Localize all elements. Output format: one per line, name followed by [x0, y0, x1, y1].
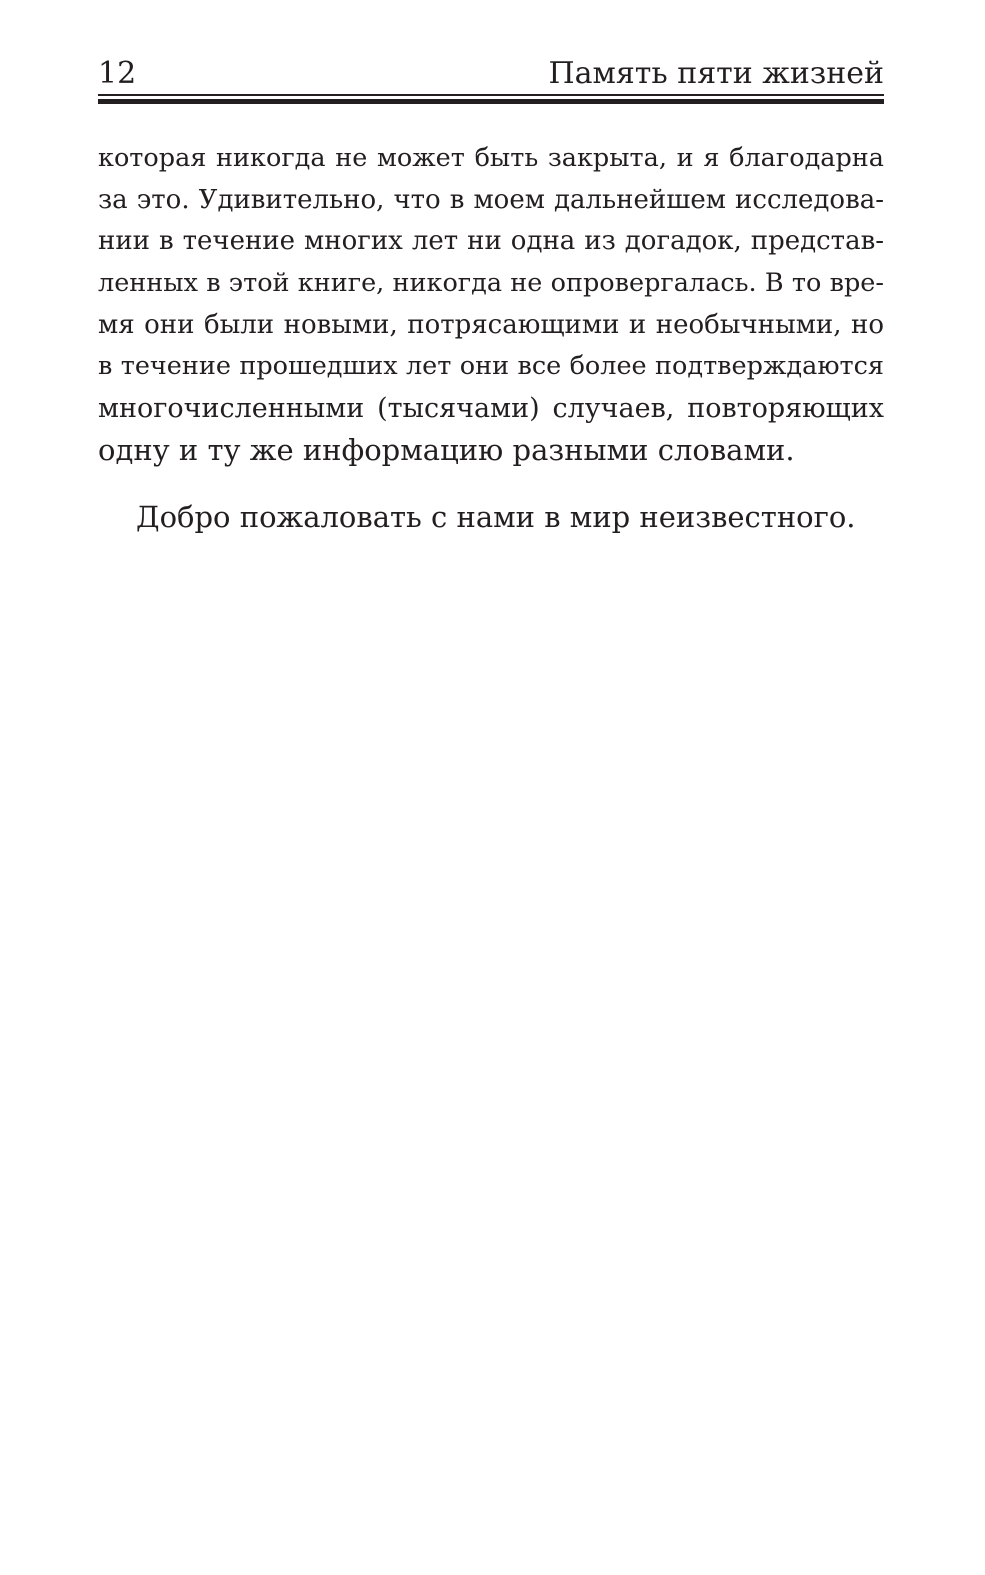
closing-paragraph: Добро пожаловать с нами в мир неизвестного. — [136, 500, 856, 534]
text-line: мя они были новыми, потрясающими и необычными, но — [98, 309, 884, 340]
body-paragraph — [98, 138, 884, 472]
text-line: нии в течение многих лет ни одна из догадок, представ- — [98, 226, 884, 257]
text-line: ленных в этой книге, никогда не опровергалась. В то вре- — [98, 268, 884, 299]
text-line: которая никогда не может быть закрыта, и я благодарна — [98, 143, 884, 173]
text-line: за это. Удивительно, что в моем дальнейшем исследова- — [98, 184, 884, 215]
text-line: одну и ту же информацию разными словами. — [98, 432, 795, 467]
text-line: многочисленными (тысячами) случаев, повторяющих — [98, 393, 884, 425]
text-line: в течение прошедших лет они все более подтверждаются — [98, 351, 884, 382]
header-rule-thin — [98, 94, 884, 96]
header-rule-thick — [98, 99, 884, 104]
running-title: Память пяти жизней — [548, 56, 884, 91]
page-header — [98, 56, 884, 96]
page-number: 12 — [98, 56, 137, 91]
